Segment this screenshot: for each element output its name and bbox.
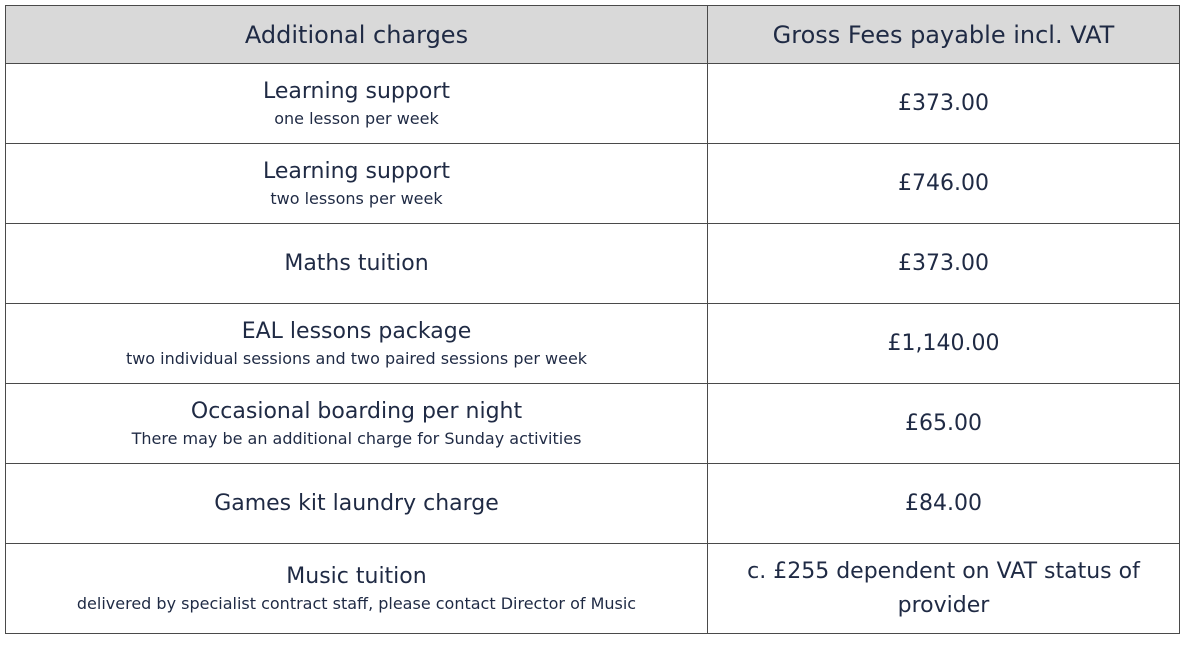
fee-value: £746.00 — [898, 170, 989, 196]
table-row — [6, 544, 1180, 634]
table-row — [6, 144, 1180, 224]
fee-cell — [708, 544, 1180, 634]
table-row — [6, 304, 1180, 384]
charge-name: Music tuition — [286, 563, 427, 589]
charge-cell — [6, 224, 708, 304]
table-row — [6, 464, 1180, 544]
charge-name: Maths tuition — [284, 250, 429, 276]
additional-charges-table — [5, 5, 1180, 634]
charge-note: one lesson per week — [274, 108, 439, 128]
charge-note: two individual sessions and two paired sessions per week — [125, 348, 588, 368]
charge-name: Occasional boarding per night — [190, 398, 523, 424]
fee-cell — [708, 464, 1180, 544]
charge-note: There may be an additional charge for Sunday activities — [131, 428, 582, 448]
charge-cell — [6, 384, 708, 464]
fee-value: £373.00 — [898, 250, 989, 276]
fee-cell — [708, 304, 1180, 384]
fee-value: £1,140.00 — [887, 330, 1000, 356]
fee-cell — [708, 144, 1180, 224]
table-header-row — [6, 6, 1180, 64]
charge-name: EAL lessons package — [241, 318, 472, 344]
charge-note: two lessons per week — [270, 188, 443, 208]
header-additional-charges: Additional charges — [6, 6, 708, 64]
charge-name: Learning support — [263, 158, 450, 184]
fee-cell — [708, 64, 1180, 144]
charge-cell — [6, 544, 708, 634]
charge-cell — [6, 304, 708, 384]
charge-cell — [6, 464, 708, 544]
fee-value: £84.00 — [905, 490, 982, 516]
fee-value: £65.00 — [905, 410, 982, 436]
charge-name: Learning support — [263, 78, 450, 104]
table-row — [6, 384, 1180, 464]
table-row — [6, 224, 1180, 304]
fee-value: £373.00 — [898, 90, 989, 116]
fee-cell — [708, 224, 1180, 304]
fee-value: c. £255 dependent on VAT status of provider — [747, 558, 1140, 618]
fee-cell — [708, 384, 1180, 464]
charge-note: delivered by specialist contract staff, please contact Director of Music — [76, 593, 637, 613]
charge-cell — [6, 64, 708, 144]
header-gross-fees: Gross Fees payable incl. VAT — [708, 6, 1180, 64]
charge-cell — [6, 144, 708, 224]
table-row — [6, 64, 1180, 144]
charge-name: Games kit laundry charge — [214, 490, 499, 516]
